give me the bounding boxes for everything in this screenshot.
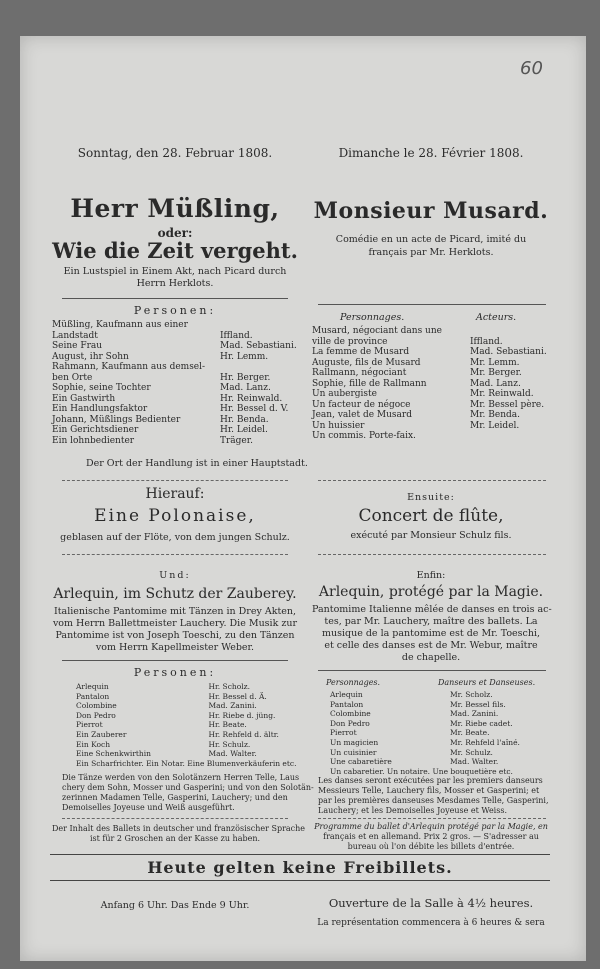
german-dances-1: Die Tänze werden von den Solotänzern Herren Telle, Laus <box>62 773 300 782</box>
german-programme-1: Der Inhalt des Ballets in deutscher und französischer Sprache <box>52 824 306 833</box>
german-dances-2: chery dem Sohn, Mosser und Gasperini; und von den Solotän- <box>62 783 314 792</box>
german-cast-role: Ein Gastwirth <box>52 393 116 404</box>
german-title: Herr Müßling, <box>70 194 280 223</box>
french-cast-actor: Mr. Bessel père. <box>470 399 545 410</box>
german-rule-5 <box>62 818 288 819</box>
german-hierauf: Hierauf: <box>145 486 205 502</box>
german-cast-table <box>52 320 298 446</box>
german-cast-role: ben Orte <box>52 372 93 383</box>
german-cast2-actor: Hr. Beate. <box>208 720 247 730</box>
french-cast-role: Auguste, fils de Musard <box>312 357 421 368</box>
german-cast2-actor: Mad. Zanini. <box>208 701 257 711</box>
french-personnages2-heading: Personnages. <box>326 678 381 687</box>
french-ensuite: Ensuite: <box>407 492 455 503</box>
french-cast2-role: Un cuisinier <box>330 747 377 757</box>
french-cast-role: Un huissier <box>312 420 365 431</box>
german-cast-actor: Hr. Bessel d. V. <box>220 404 289 414</box>
german-programme-2: ist für 2 Groschen an der Kasse zu haben. <box>89 834 261 843</box>
french-programme-2: français et en allemand. Prix 2 gros. — S'adresser au <box>323 832 539 841</box>
french-cast2-row <box>330 738 546 748</box>
german-cast2-role: Eine Schenkwirthin <box>76 749 151 759</box>
german-cast-role: August, ihr Sohn <box>52 351 129 362</box>
french-cast2-actor: Mr. Schulz. <box>450 747 493 757</box>
german-cast-row <box>52 341 298 352</box>
french-programme-1: Programme du ballet d'Arlequin protégé par la Magie, en <box>314 822 548 831</box>
german-cast-row <box>52 373 298 384</box>
footer-rule-bottom <box>50 880 550 881</box>
german-ort: Der Ort der Handlung ist in einer Hauptstadt. <box>86 458 308 469</box>
german-cast-row <box>52 425 298 436</box>
german-cast2-role: Arlequin <box>76 682 109 691</box>
german-cast2-row <box>76 749 296 759</box>
german-cast-role: Müßling, Kaufmann aus einer <box>52 320 188 330</box>
german-arlequin-desc-2: vom Herrn Ballettmeister Lauchery. Die Musik zur <box>52 618 298 629</box>
french-cast2-role: Un cabaretier. Un notaire. Une bouquetière etc. <box>330 766 513 776</box>
french-cast2-role: Arlequin <box>330 690 363 699</box>
french-cast-role: Jean, valet de Musard <box>312 410 412 420</box>
french-cast-table <box>312 326 550 442</box>
french-desc-2: français par Mr. Herklots. <box>368 247 494 258</box>
german-cast2-actor: Hr. Scholz. <box>208 682 250 691</box>
german-cast2-row <box>76 682 296 692</box>
french-cast2-actor: Mr. Beate. <box>450 728 490 738</box>
french-cast-row <box>312 358 550 369</box>
german-cast2-actor: Hr. Riebe d. jüng. <box>208 710 276 720</box>
german-rule-4 <box>62 660 288 661</box>
french-cast-actor: Mad. Sebastiani. <box>470 347 547 357</box>
french-cast2-row <box>330 767 546 777</box>
french-rule-4 <box>318 670 546 671</box>
french-dances-4: Lauchery; et les Demoiselles Joyeuse et Weiss. <box>318 806 507 815</box>
french-cast-row <box>312 400 550 411</box>
german-date: Sonntag, den 28. Februar 1808. <box>77 146 273 160</box>
german-cast2-row <box>76 711 296 721</box>
german-cast-row <box>52 394 298 405</box>
german-cast2-role: Colombine <box>76 701 117 711</box>
french-cast2-actor: Mr. Riebe cadet. <box>450 718 513 728</box>
french-cast-role: La femme de Musard <box>312 347 410 357</box>
french-cast-row <box>312 389 550 400</box>
french-cast2-row <box>330 719 546 729</box>
german-cast2-role: Ein Scharfrichter. Ein Notar. Eine Blumenverkäuferin etc. <box>76 758 297 768</box>
german-cast2-row <box>76 701 296 711</box>
french-cast-actor: Iffland. <box>470 336 503 347</box>
french-title: Monsieur Musard. <box>313 198 549 224</box>
french-rule-3 <box>318 554 546 555</box>
german-cast-actor: Mad. Lanz. <box>220 383 271 393</box>
french-cast2-actor: Mr. Bessel fils. <box>450 699 506 709</box>
french-date: Dimanche le 28. Février 1808. <box>338 146 524 160</box>
german-cast2-row <box>76 720 296 730</box>
french-cast-actor: Mr. Lemm. <box>470 357 520 368</box>
german-arlequin-desc-4: vom Herrn Kapellmeister Weber. <box>95 642 255 653</box>
german-cast-actor: Mad. Sebastiani. <box>220 341 297 351</box>
french-programme-3: bureau où l'on débite les billets d'entrée. <box>347 842 515 851</box>
french-arlequin-desc-1: Pantomime Italienne mêlée de danses en trois ac- <box>312 604 552 615</box>
german-cast-row <box>52 383 298 394</box>
french-cast2-row <box>330 690 546 700</box>
french-cast-role: Rallmann, négociant <box>312 368 407 378</box>
page-number: 60 <box>520 58 543 79</box>
german-desc-1: Ein Lustspiel in Einem Akt, nach Picard durch <box>63 266 287 277</box>
french-desc-1: Comédie en un acte de Picard, imité du <box>335 234 527 245</box>
french-rule-2 <box>318 480 546 481</box>
german-cast-role: Sophie, seine Tochter <box>52 383 151 393</box>
german-cast2-role: Pierrot <box>76 720 103 730</box>
german-cast2-role: Ein Koch <box>76 739 111 749</box>
german-cast2-actor: Hr. Schulz. <box>208 739 251 749</box>
german-cast2-actor: Hr. Bessel d. Ä. <box>208 691 267 701</box>
french-cast-role: ville de province <box>312 336 388 347</box>
german-cast-row <box>52 331 298 342</box>
french-cast-row <box>312 431 550 442</box>
german-personen2-heading: Personen: <box>133 666 217 679</box>
french-arlequin-desc-5: de chapelle. <box>401 652 461 663</box>
french-acteurs-heading: Acteurs. <box>476 312 517 323</box>
german-dances-3: zerinnen Madamen Telle, Gasperini, Lauchery; und den <box>62 793 288 802</box>
german-cast2-actor: Mad. Walter. <box>208 749 257 759</box>
french-cast2-role: Une cabaretière <box>330 757 392 767</box>
german-rule-2 <box>62 480 288 481</box>
german-cast-actor: Hr. Reinwald. <box>220 393 283 404</box>
french-cast-actor: Mad. Lanz. <box>470 378 521 389</box>
german-cast-row <box>52 362 298 373</box>
german-polonaise: Eine Polonaise, <box>94 506 256 526</box>
german-subtitle: Wie die Zeit vergeht. <box>52 238 298 263</box>
french-arlequin-title: Arlequin, protégé par la Magie. <box>318 584 544 600</box>
french-cast-role: Un aubergiste <box>312 389 377 399</box>
german-cast-role: Ein Handlungsfaktor <box>52 404 148 414</box>
french-cast2-list <box>330 690 546 776</box>
german-cast2-role: Ein Zauberer <box>76 729 127 739</box>
german-cast-row <box>52 415 298 426</box>
german-cast-actor: Hr. Berger. <box>220 372 271 383</box>
german-dances-4: Demoiselles Joyeuse und Weiß ausgeführt. <box>62 803 235 812</box>
german-cast2-row <box>76 759 296 769</box>
german-cast2-role: Pantalon <box>76 691 110 701</box>
french-cast2-actor: Mr. Rehfeld l'aîné. <box>450 737 520 747</box>
french-cast-row <box>312 379 550 390</box>
german-cast-role: Ein lohnbedienter <box>52 435 135 446</box>
german-und: Und: <box>159 570 191 581</box>
german-cast-actor: Träger. <box>220 435 253 446</box>
german-arlequin-desc-3: Pantomime ist von Joseph Toeschi, zu den Tänzen <box>55 630 295 641</box>
french-cast2-role: Colombine <box>330 709 371 719</box>
german-cast2-actor: Hr. Rehfeld d. ältr. <box>208 729 279 739</box>
french-cast-row <box>312 326 550 337</box>
french-cast2-actor: Mad. Walter. <box>450 757 499 767</box>
french-cast-role: Un commis. Porte-faix. <box>312 431 416 441</box>
german-rule-3 <box>62 554 288 555</box>
french-rule-5 <box>318 818 546 819</box>
german-oder: oder: <box>157 226 193 240</box>
german-cast-row <box>52 436 298 447</box>
french-cast-role: Sophie, fille de Rallmann <box>312 378 427 389</box>
german-start-end: Anfang 6 Uhr. Das Ende 9 Uhr. <box>100 900 250 911</box>
german-cast2-table <box>76 682 296 768</box>
french-cast-row <box>312 337 550 348</box>
german-cast-actor: Iffland. <box>220 330 253 341</box>
french-arlequin-desc-2: tes, par Mr. Lauchery, maître des ballets. La <box>324 616 538 627</box>
german-cast-actor: Hr. Lemm. <box>220 351 269 362</box>
german-cast-list <box>52 320 298 446</box>
german-cast-row <box>52 352 298 363</box>
french-cast2-row <box>330 709 546 719</box>
french-dances-1: Les danses seront exécutées par les premiers danseurs <box>318 776 543 785</box>
french-dances-2: Messieurs Telle, Lauchery fils, Mosser et Gasperini; et <box>318 786 540 795</box>
footer-rule-top <box>50 854 550 855</box>
french-cast2-actor: Mr. Scholz. <box>450 690 493 699</box>
french-arlequin-desc-4: et celle des danses est de Mr. Webur, maître <box>324 640 538 651</box>
german-cast-role: Seine Frau <box>52 341 103 351</box>
french-cast-actor: Mr. Leidel. <box>470 420 520 431</box>
german-cast-row <box>52 404 298 415</box>
german-cast-role: Johann, Müßlings Bedienter <box>52 414 181 425</box>
french-cast-row <box>312 368 550 379</box>
german-arlequin-desc-1: Italienische Pantomime mit Tänzen in Drey Akten, <box>53 606 297 617</box>
german-arlequin-title: Arlequin, im Schutz der Zauberey. <box>53 586 297 602</box>
german-cast2-row <box>76 692 296 702</box>
french-cast-list <box>312 326 550 442</box>
german-cast-row <box>52 320 298 331</box>
french-personnages-heading: Personnages. <box>340 312 405 323</box>
french-cast2-role: Un magicien <box>330 737 379 747</box>
french-cast-row <box>312 410 550 421</box>
french-arlequin-desc-3: musique de la pantomime est de Mr. Toeschi, <box>321 628 541 639</box>
german-cast-role: Landstadt <box>52 330 98 341</box>
french-cast2-role: Don Pedro <box>330 718 370 728</box>
german-rule-1 <box>62 298 288 299</box>
german-desc-2: Herrn Herklots. <box>136 278 214 289</box>
french-cast-actor: Mr. Berger. <box>470 368 522 378</box>
german-cast2-role: Don Pedro <box>76 710 116 720</box>
french-cast2-role: Pantalon <box>330 699 364 709</box>
german-personen-heading: Personen: <box>133 304 217 317</box>
french-rule-1 <box>318 304 546 305</box>
french-cast-row <box>312 347 550 358</box>
french-cast-role: Musard, négociant dans une <box>312 326 442 336</box>
french-danseurs-heading: Danseurs et Danseuses. <box>438 678 536 687</box>
german-polonaise-desc: geblasen auf der Flöte, von dem jungen Schulz. <box>60 532 290 543</box>
german-cast2-row <box>76 740 296 750</box>
french-concert-desc: exécuté par Monsieur Schulz fils. <box>350 530 512 541</box>
french-dances-3: par les premières danseuses Mesdames Telle, Gasperini, <box>318 796 549 805</box>
french-cast-role: Un facteur de négoce <box>312 399 411 410</box>
french-cast2-role: Pierrot <box>330 728 357 738</box>
french-cast-actor: Mr. Reinwald. <box>470 389 534 399</box>
german-cast-role: Rahmann, Kaufmann aus demsel- <box>52 362 206 372</box>
french-ouverture: Ouverture de la Salle à 4½ heures. <box>328 896 534 910</box>
french-cast2-row <box>330 748 546 758</box>
french-cast2-row <box>330 757 546 767</box>
free-tickets-notice: Heute gelten keine Freibillets. <box>147 858 453 877</box>
french-cast-actor: Mr. Benda. <box>470 410 520 420</box>
french-cast2-row <box>330 700 546 710</box>
german-cast2-list <box>76 682 297 768</box>
french-cast-row <box>312 421 550 432</box>
french-cast2-actor: Mad. Zanini. <box>450 709 499 719</box>
german-cast-role: Ein Gerichtsdiener <box>52 425 139 435</box>
german-cast-actor: Hr. Benda. <box>220 414 269 425</box>
french-cast2-table <box>330 690 546 776</box>
german-cast-actor: Hr. Leidel. <box>220 425 268 435</box>
french-cast2-row <box>330 728 546 738</box>
french-enfin: Enfin: <box>416 570 446 581</box>
french-concert: Concert de flûte, <box>358 506 504 526</box>
german-cast2-row <box>76 730 296 740</box>
french-representation: La représentation commencera à 6 heures & sera <box>317 918 545 928</box>
